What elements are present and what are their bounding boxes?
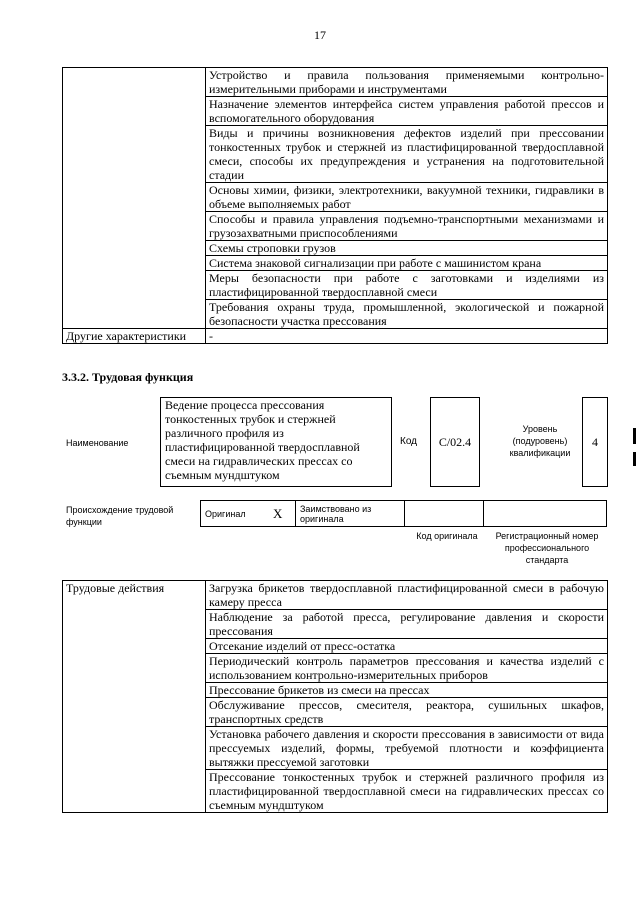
registration-number-cell [484, 501, 607, 527]
table-cell: Загрузка брикетов твердосплавной пластифицированной смеси в рабочую камеру пресса [206, 581, 608, 610]
name-label: Наименование [66, 438, 129, 448]
level-value-box: 4 [582, 397, 608, 487]
function-name-box: Ведение процесса прессования тонкостенных трубок и стержней различного профиля из пластифицированной твердосплавной смеси на гидравлических прессах со съемным мундштуком [160, 397, 392, 487]
table-cell: Периодический контроль параметров прессования и качества изделий с использованием контрольно-измерительных приборов [206, 654, 608, 683]
page-number: 17 [314, 28, 326, 42]
table-cell: Виды и причины возникновения дефектов изделий при прессовании тонкостенных трубок и стержней из пластифицированной твердосплавной смеси, способы их предупреждения и устранения на подготовительной стадии [206, 126, 608, 183]
code-original-cell [405, 501, 484, 527]
table-cell: Способы и правила управления подъемно-транспортными механизмами и грузозахватными приспособлениями [206, 212, 608, 241]
table-cell: Обслуживание прессов, смесителя, реактора, сушильных шкафов, транспортных средств [206, 698, 608, 727]
code-label: Код [400, 436, 418, 447]
table-cell: Система знаковой сигнализации при работе с машинистом крана [206, 256, 608, 271]
level-label: Уровень (подуровень) квалификации [509, 424, 571, 458]
table-cell: Меры безопасности при работе с заготовками и изделиями из пластифицированной твердосплавной смеси [206, 271, 608, 300]
table-cell: Прессование тонкостенных трубок и стержней различного профиля из пластифицированной твердосплавной смеси на гидравлических прессах со съемным мундштуком [206, 770, 608, 813]
table-cell: Установка рабочего давления и скорости прессования в зависимости от вида прессуемых изделий, формы, требуемой плотности и коэффициента вытяжки прессуемой заготовки [206, 727, 608, 770]
table-cell: Прессование брикетов из смеси на прессах [206, 683, 608, 698]
table-cell: Назначение элементов интерфейса систем управления работой прессов и вспомогательного оборудования [206, 97, 608, 126]
labor-actions-label: Трудовые действия [63, 581, 206, 813]
other-characteristics-label: Другие характеристики [63, 329, 206, 344]
original-mark: X [269, 501, 296, 527]
original-cell: Оригинал [201, 501, 270, 527]
code-original-caption: Код оригинала [416, 531, 478, 541]
edge-mark [633, 428, 636, 444]
table-cell: Требования охраны труда, промышленной, экологической и пожарной безопасности участка прессования [206, 300, 608, 329]
table-cell: Отсекание изделий от пресс-остатка [206, 639, 608, 654]
borrowed-cell: Заимствовано из оригинала [296, 501, 405, 527]
table-row [63, 581, 608, 610]
table-row [63, 329, 608, 344]
origin-table [200, 500, 607, 527]
table-row [63, 68, 608, 97]
table-cell: Схемы строповки грузов [206, 241, 608, 256]
registration-number-caption: Регистрационный номер профессионального стандарта [495, 531, 599, 565]
empty-label-cell [63, 68, 206, 329]
knowledge-table [62, 67, 608, 344]
table-cell: Устройство и правила пользования применяемыми контрольно-измерительными приборами и инструментами [206, 68, 608, 97]
table-cell: Основы химии, физики, электротехники, вакуумной техники, гидравлики в объеме выполняемых работ [206, 183, 608, 212]
code-value-box: C/02.4 [430, 397, 480, 487]
edge-mark [633, 452, 636, 466]
labor-actions-table [62, 580, 608, 813]
other-characteristics-value: - [206, 329, 608, 344]
origin-label: Происхождение трудовой функции [66, 505, 174, 527]
table-row [201, 501, 607, 527]
section-title: 3.3.2. Трудовая функция [62, 370, 194, 384]
table-cell: Наблюдение за работой пресса, регулирование давления и скорости прессования [206, 610, 608, 639]
